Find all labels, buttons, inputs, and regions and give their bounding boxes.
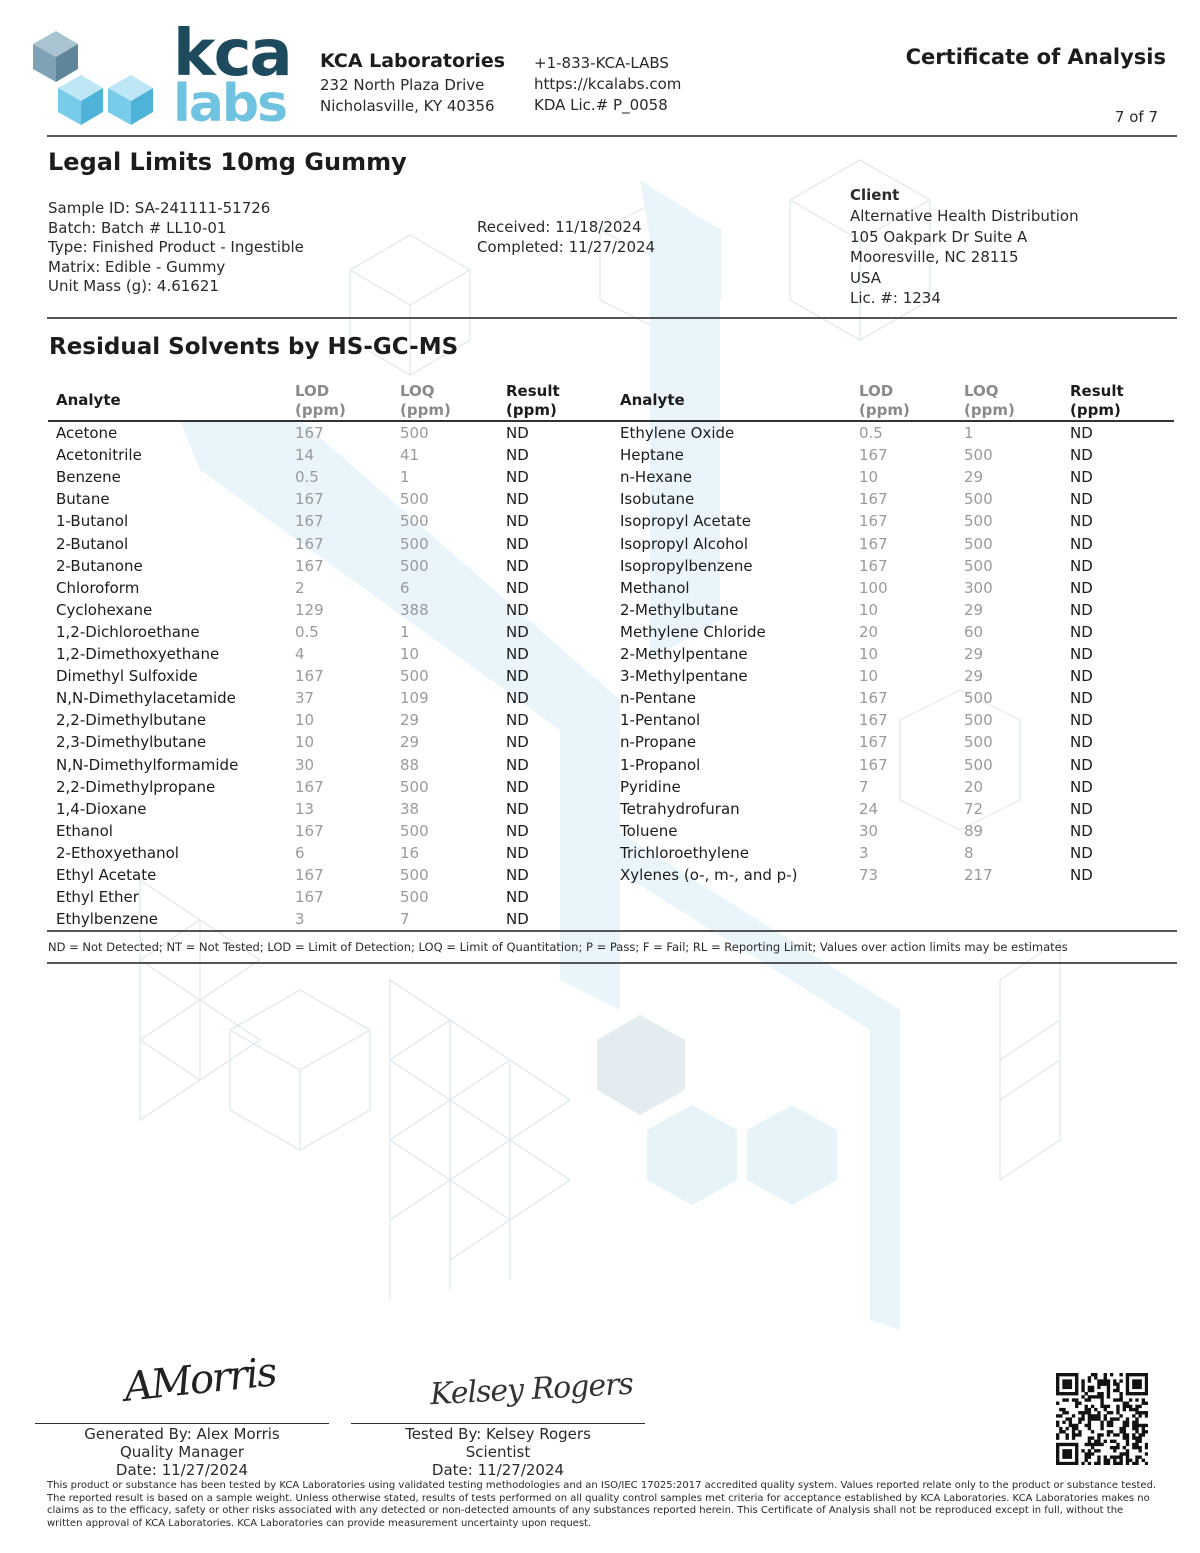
generated-by: Generated By: Alex Morris	[84, 1425, 280, 1443]
table-row	[0, 754, 1200, 776]
loq-cell: 500	[964, 733, 993, 752]
loq-cell: 29	[964, 468, 984, 487]
result-cell: ND	[506, 645, 529, 663]
result-cell: ND	[1070, 866, 1093, 884]
analyte-cell: 2-Ethoxyethanol	[56, 843, 179, 862]
result-cell: ND	[506, 777, 529, 796]
result-cell: ND	[1070, 490, 1093, 509]
lod-cell: 167	[859, 512, 888, 531]
header-lod-unit: (ppm)	[295, 401, 346, 419]
lod-cell: 30	[859, 821, 879, 840]
loq-cell: 1	[964, 424, 974, 442]
loq-cell: 500	[400, 424, 429, 442]
analyte-cell: n-Propane	[620, 733, 697, 752]
lod-cell: 167	[295, 888, 324, 907]
lod-cell: 0.5	[295, 468, 319, 487]
result-cell: ND	[1070, 556, 1093, 575]
loq-cell: 109	[400, 689, 429, 708]
result-cell: ND	[1070, 645, 1093, 663]
signature-generated-line	[35, 1423, 329, 1424]
header-lod-unit: (ppm)	[859, 401, 910, 419]
loq-cell: 6	[400, 578, 410, 597]
loq-cell: 88	[400, 755, 420, 774]
table-row	[0, 643, 1200, 665]
loq-cell: 500	[964, 446, 993, 465]
signature-tested-script: Kelsey Rogers	[429, 1366, 634, 1413]
lod-cell: 167	[859, 534, 888, 553]
table-row	[0, 709, 1200, 731]
loq-cell: 500	[964, 689, 993, 708]
analyte-cell: Benzene	[56, 468, 121, 487]
result-cell: ND	[1070, 534, 1093, 553]
generated-date: Date: 11/27/2024	[115, 1461, 249, 1479]
result-cell: ND	[506, 689, 529, 708]
result-cell: ND	[1070, 821, 1093, 840]
analyte-cell: Isopropylbenzene	[620, 556, 753, 575]
analyte-cell: Dimethyl Sulfoxide	[56, 667, 198, 686]
qr-code-icon[interactable]	[1056, 1373, 1148, 1465]
table-row	[0, 731, 1200, 753]
table-row	[0, 776, 1200, 798]
signature-tested-block	[351, 1425, 645, 1479]
loq-cell: 20	[964, 777, 984, 796]
lab-address-line2: Nicholasville, KY 40356	[320, 97, 495, 115]
result-cell: ND	[1070, 799, 1093, 818]
batch: Batch: Batch # LL10-01	[48, 218, 227, 237]
lod-cell: 167	[859, 446, 888, 465]
analyte-cell: Trichloroethylene	[620, 843, 750, 862]
analyte-cell: Acetonitrile	[56, 446, 142, 465]
result-cell: ND	[1070, 622, 1093, 641]
result-cell: ND	[506, 556, 529, 575]
result-cell: ND	[1070, 667, 1093, 686]
lod-cell: 100	[859, 578, 888, 597]
loq-cell: 29	[964, 645, 984, 663]
header-loq-label: LOQ	[964, 382, 999, 400]
lod-cell: 6	[295, 843, 305, 862]
product-type: Type: Finished Product - Ingestible	[48, 238, 304, 256]
header-loq-label: LOQ	[400, 382, 435, 400]
header-lod-left	[295, 382, 346, 420]
header-loq-unit: (ppm)	[964, 401, 1015, 419]
lod-cell: 167	[295, 777, 324, 796]
lod-cell: 167	[295, 534, 324, 553]
loq-cell: 60	[964, 622, 984, 641]
lod-cell: 167	[859, 755, 888, 774]
signature-generated-script: AMorris	[122, 1349, 278, 1411]
analyte-cell: n-Hexane	[620, 468, 692, 487]
analyte-cell: Acetone	[56, 424, 118, 442]
table-row	[0, 444, 1200, 466]
result-cell: ND	[506, 600, 529, 619]
lod-cell: 167	[295, 556, 324, 575]
lod-cell: 2	[295, 578, 305, 597]
analyte-cell: Heptane	[620, 446, 684, 465]
lod-cell: 167	[295, 821, 324, 840]
client-address2: Mooresville, NC 28115	[850, 248, 1019, 266]
lod-cell: 167	[859, 490, 888, 509]
table-row	[0, 555, 1200, 577]
analyte-cell: 2,3-Dimethylbutane	[56, 733, 207, 752]
table-row	[0, 842, 1200, 864]
analyte-cell: n-Pentane	[620, 689, 696, 708]
header-result-label: Result	[1070, 382, 1124, 400]
loq-cell: 500	[964, 490, 993, 509]
loq-cell: 500	[964, 512, 993, 531]
analyte-cell: N,N-Dimethylacetamide	[56, 689, 236, 708]
table-row	[0, 687, 1200, 709]
analyte-cell: Isopropyl Acetate	[620, 512, 751, 531]
lod-cell: 10	[295, 711, 315, 730]
loq-cell: 7	[400, 910, 410, 929]
lod-cell: 10	[859, 468, 879, 487]
header-lod-label: LOD	[295, 382, 330, 400]
analyte-cell: Pyridine	[620, 777, 681, 796]
table-row	[0, 466, 1200, 488]
header-loq-right	[964, 382, 1015, 420]
result-cell: ND	[1070, 689, 1093, 708]
analyte-cell: 1-Butanol	[56, 512, 129, 531]
analyte-cell: Tetrahydrofuran	[620, 799, 740, 818]
received-date: Received: 11/18/2024	[477, 218, 642, 236]
logo-text-kca: kca	[173, 17, 291, 91]
section-title: Residual Solvents by HS-GC-MS	[49, 334, 459, 360]
signature-generated-block	[35, 1425, 329, 1479]
header-result-unit: (ppm)	[506, 401, 557, 419]
table-row	[0, 621, 1200, 643]
result-cell: ND	[506, 866, 529, 884]
table-row	[0, 599, 1200, 621]
lod-cell: 3	[859, 843, 869, 862]
result-cell: ND	[506, 711, 529, 730]
lod-cell: 10	[859, 645, 879, 663]
table-row	[0, 908, 1200, 930]
disclaimer-text: This product or substance has been tested by KCA Laboratories using validated testing methodologies and an ISO/IEC 17025:2017 accredited quality system. Values reported relate only to the product or substance tested. The reported result is based on a sample weight. Unless otherwise stated, results of tests performed on all quality control samples met criteria for acceptance established by KCA Laboratories. KCA Laboratories makes no claims as to the efficacy, safety or other risks associated with any detected or non-detected amounts of any substances reported herein. This Certificate of Analysis shall not be reproduced except in full, without the written approval of KCA Laboratories. KCA Laboratories can provide measurement uncertainty upon request.	[47, 1480, 1157, 1529]
loq-cell: 500	[964, 556, 993, 575]
analyte-cell: Chloroform	[56, 578, 140, 597]
result-cell: ND	[1070, 755, 1093, 774]
loq-cell: 29	[964, 600, 984, 619]
lod-cell: 37	[295, 689, 315, 708]
analyte-cell: Isopropyl Alcohol	[620, 534, 748, 553]
analyte-cell: 3-Methylpentane	[620, 667, 748, 686]
result-cell: ND	[506, 733, 529, 752]
analyte-cell: 2-Methylbutane	[620, 600, 739, 619]
lod-cell: 167	[295, 490, 324, 509]
result-cell: ND	[506, 755, 529, 774]
result-cell: ND	[506, 799, 529, 818]
loq-cell: 500	[400, 556, 429, 575]
header-divider	[47, 135, 1177, 137]
header-result-unit: (ppm)	[1070, 401, 1121, 419]
table-row	[0, 820, 1200, 842]
client-license: Lic. #: 1234	[850, 289, 941, 307]
info-divider	[47, 317, 1177, 319]
loq-cell: 1	[400, 622, 410, 641]
lod-cell: 73	[859, 866, 879, 884]
analyte-cell: 2-Methylpentane	[620, 645, 748, 663]
result-cell: ND	[506, 534, 529, 553]
analyte-cell: 2,2-Dimethylbutane	[56, 711, 207, 730]
sample-info	[48, 199, 304, 297]
analyte-cell: N,N-Dimethylformamide	[56, 755, 239, 774]
result-cell: ND	[506, 821, 529, 840]
client-name: Alternative Health Distribution	[850, 207, 1079, 225]
logo-text-labs: labs	[173, 74, 287, 134]
result-cell: ND	[506, 446, 529, 465]
lod-cell: 10	[859, 600, 879, 619]
loq-cell: 41	[400, 446, 420, 465]
header-result-label: Result	[506, 382, 560, 400]
analyte-cell: Toluene	[620, 821, 678, 840]
loq-cell: 8	[964, 843, 974, 862]
loq-cell: 29	[400, 733, 420, 752]
header-analyte-left: Analyte	[56, 391, 121, 409]
header-lod-right	[859, 382, 910, 420]
result-cell: ND	[1070, 777, 1093, 796]
result-cell: ND	[506, 667, 529, 686]
loq-cell: 500	[400, 777, 429, 796]
lod-cell: 13	[295, 799, 315, 818]
result-cell: ND	[1070, 600, 1093, 619]
client-address1: 105 Oakpark Dr Suite A	[850, 227, 1028, 246]
lod-cell: 0.5	[295, 622, 319, 641]
analyte-cell: Ethylbenzene	[56, 910, 159, 929]
table-row	[0, 577, 1200, 599]
analyte-cell: Methanol	[620, 578, 690, 597]
sample-id: Sample ID: SA-241111-51726	[48, 199, 271, 217]
tested-role: Scientist	[465, 1443, 531, 1461]
loq-cell: 10	[400, 645, 420, 663]
loq-cell: 500	[400, 667, 429, 686]
lab-phone: +1-833-KCA-LABS	[534, 54, 669, 72]
analyte-cell: Ethanol	[56, 821, 113, 840]
loq-cell: 500	[400, 490, 429, 509]
result-cell: ND	[1070, 578, 1093, 597]
lod-cell: 10	[859, 667, 879, 686]
signature-tested-line	[351, 1423, 645, 1424]
result-cell: ND	[1070, 468, 1093, 487]
completed-date: Completed: 11/27/2024	[477, 237, 656, 256]
lod-cell: 14	[295, 446, 315, 465]
table-row	[0, 798, 1200, 820]
loq-cell: 217	[964, 866, 993, 884]
result-cell: ND	[1070, 733, 1093, 752]
lab-address-line1: 232 North Plaza Drive	[320, 76, 485, 94]
analyte-cell: 2-Butanol	[56, 534, 129, 553]
result-cell: ND	[1070, 512, 1093, 531]
header-lod-label: LOD	[859, 382, 894, 400]
table-row	[0, 665, 1200, 687]
result-cell: ND	[506, 843, 529, 862]
lod-cell: 3	[295, 910, 305, 929]
lod-cell: 167	[295, 424, 324, 442]
analyte-cell: 1,2-Dimethoxyethane	[56, 645, 220, 663]
lod-cell: 167	[295, 667, 324, 686]
client-country: USA	[850, 268, 882, 287]
lod-cell: 167	[859, 556, 888, 575]
tested-date: Date: 11/27/2024	[431, 1461, 565, 1479]
lod-cell: 30	[295, 755, 315, 774]
analyte-cell: Isobutane	[620, 490, 695, 509]
analyte-cell: 2,2-Dimethylpropane	[56, 777, 216, 796]
header-result-left	[506, 382, 560, 420]
loq-cell: 500	[400, 512, 429, 531]
analyte-cell: Ethylene Oxide	[620, 424, 735, 442]
document-title: Certificate of Analysis	[905, 45, 1166, 69]
client-info	[850, 185, 1079, 309]
analyte-cell: 2-Butanone	[56, 556, 143, 575]
result-cell: ND	[1070, 446, 1093, 465]
matrix: Matrix: Edible - Gummy	[48, 257, 226, 276]
analyte-cell: 1,4-Dioxane	[56, 799, 147, 818]
analyte-cell: 1,2-Dichloroethane	[56, 622, 200, 641]
header-loq-unit: (ppm)	[400, 401, 451, 419]
generated-role: Quality Manager	[119, 1443, 245, 1461]
loq-cell: 300	[964, 578, 993, 597]
lod-cell: 7	[859, 777, 869, 796]
tested-by: Tested By: Kelsey Rogers	[405, 1425, 591, 1443]
loq-cell: 29	[964, 667, 984, 686]
result-cell: ND	[1070, 424, 1093, 442]
client-heading: Client	[850, 186, 900, 204]
kca-cube-logo-icon	[30, 30, 155, 125]
dates-info	[477, 218, 655, 257]
result-cell: ND	[1070, 843, 1093, 862]
lab-name: KCA Laboratories	[320, 50, 506, 72]
lod-cell: 167	[859, 711, 888, 730]
loq-cell: 29	[400, 711, 420, 730]
unit-mass: Unit Mass (g): 4.61621	[48, 277, 219, 295]
lod-cell: 20	[859, 622, 879, 641]
loq-cell: 500	[964, 711, 993, 730]
table-row	[0, 864, 1200, 886]
analyte-cell: Methylene Chloride	[620, 622, 766, 641]
lod-cell: 167	[859, 689, 888, 708]
analyte-cell: Ethyl Ether	[56, 888, 139, 907]
table-row	[0, 510, 1200, 532]
analyte-cell: 1-Pentanol	[620, 711, 701, 730]
analyte-cell: Cyclohexane	[56, 600, 153, 619]
page-number: 7 of 7	[1114, 108, 1158, 126]
lod-cell: 24	[859, 799, 879, 818]
loq-cell: 388	[400, 600, 429, 619]
legend-text: ND = Not Detected; NT = Not Tested; LOD = Limit of Detection; LOQ = Limit of Quantitation; P = Pass; F = Fail; RL = Reporting Limit; Values over action limits may be estimates	[48, 940, 1068, 954]
loq-cell: 500	[964, 534, 993, 553]
lod-cell: 10	[295, 733, 315, 752]
header-loq-left	[400, 382, 451, 420]
result-cell: ND	[506, 424, 529, 442]
header-analyte-right: Analyte	[620, 391, 685, 409]
analyte-cell: Butane	[56, 490, 110, 509]
analyte-cell: Xylenes (o-, m-, and p-)	[620, 866, 798, 884]
loq-cell: 89	[964, 821, 984, 840]
lod-cell: 0.5	[859, 424, 883, 442]
result-cell: ND	[506, 490, 529, 509]
result-cell: ND	[506, 512, 529, 531]
legend-bottom-rule	[47, 962, 1177, 964]
lod-cell: 4	[295, 645, 305, 663]
result-cell: ND	[506, 578, 529, 597]
result-cell: ND	[506, 468, 529, 487]
loq-cell: 500	[400, 866, 429, 884]
lab-license: KDA Lic.# P_0058	[534, 96, 668, 114]
table-row	[0, 488, 1200, 510]
loq-cell: 1	[400, 468, 410, 487]
analyte-cell: Ethyl Acetate	[56, 866, 157, 884]
result-cell: ND	[506, 622, 529, 641]
table-row	[0, 886, 1200, 908]
analyte-cell: 1-Propanol	[620, 755, 701, 774]
result-cell: ND	[1070, 711, 1093, 730]
lod-cell: 167	[295, 866, 324, 884]
loq-cell: 500	[400, 821, 429, 840]
lod-cell: 167	[295, 512, 324, 531]
product-title: Legal Limits 10mg Gummy	[48, 148, 407, 176]
result-cell: ND	[506, 888, 529, 907]
loq-cell: 500	[400, 534, 429, 553]
loq-cell: 500	[964, 755, 993, 774]
lod-cell: 167	[859, 733, 888, 752]
loq-cell: 38	[400, 799, 420, 818]
result-cell: ND	[506, 910, 529, 929]
table-row	[0, 533, 1200, 555]
lod-cell: 129	[295, 600, 324, 619]
lab-website: https://kcalabs.com	[534, 75, 682, 93]
table-row	[0, 422, 1200, 444]
loq-cell: 500	[400, 888, 429, 907]
loq-cell: 16	[400, 843, 420, 862]
table-bottom-rule	[47, 930, 1177, 932]
header-result-right	[1070, 382, 1124, 420]
loq-cell: 72	[964, 799, 984, 818]
